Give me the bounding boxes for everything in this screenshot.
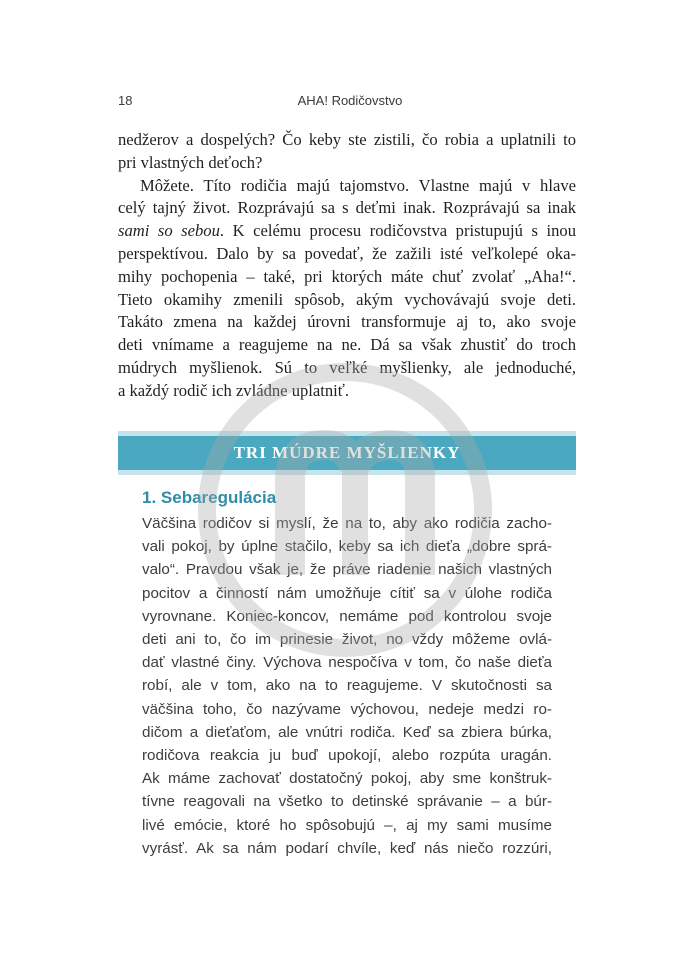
body-text-sans (142, 512, 552, 860)
text-line: perspektívou. Dalo by sa povedať, že zažili isté veľkolepé oka- (118, 243, 576, 263)
banner-title: TRI MÚDRE MYŠLIENKY (233, 443, 461, 462)
text-line: Väčšina rodičov si myslí, že na to, aby ako rodičia zacho- (142, 515, 552, 532)
text-line: Takáto zmena na každej úrovni transformuje aj to, ako svoje (118, 312, 576, 332)
text-line: mihy pochopenia – také, pri ktorých máte chuť zvolať „Aha!“. (118, 266, 576, 286)
text-line: a každý rodič ich zvládne uplatniť. (118, 380, 350, 400)
text-line: tívne reagovali na všetko to detinské správanie – a búr- (142, 793, 552, 811)
text-fragment: . K celému procesu rodičovstva pristupujú s inou (219, 221, 576, 241)
text-line: pri vlastných deťoch? (118, 152, 263, 172)
text-line: Tieto okamihy zmenili spôsob, akým vychovávajú svoje deti. (118, 289, 576, 309)
section-banner (118, 431, 576, 475)
text-line: deti vnímame a reagujeme na ne. Dá sa však zhustiť do troch (118, 335, 576, 355)
text-line: vyrovnane. Koniec-koncov, nemáme pod kontrolou svoje (142, 607, 552, 625)
text-line: celý tajný život. Rozprávajú sa s deťmi inak. Rozprávajú sa inak (118, 198, 576, 218)
text-line: rodičova reakcia ju buď upokojí, alebo rozpúta uragán. (142, 747, 552, 765)
running-head (0, 93, 700, 113)
text-line: vali pokoj, by úplne stačilo, keby sa ich dieťa „dobre sprá- (142, 538, 552, 556)
page-number: 18 (118, 93, 133, 108)
text-line: väčšina toho, čo nazývame výchovou, nedeje medzi ro- (142, 700, 552, 718)
text-line: vyrásť. Ak sa nám podarí chvíle, keď nás niečo rozzúri, (142, 839, 552, 857)
body-text-serif (118, 129, 576, 403)
text-line (118, 220, 576, 243)
italic-phrase: sami so sebou (118, 221, 220, 241)
text-line: dičom a dieťaťom, ale vnútri rodiča. Keď sa zbiera búrka, (142, 723, 552, 741)
text-line: Ak máme zachovať dostatočný pokoj, aby sme konštruk- (142, 770, 552, 788)
section-heading: 1. Sebaregulácia (142, 488, 277, 507)
text-line: múdrych myšlienok. Sú to veľké myšlienky, ale jednoduché, (118, 357, 576, 377)
main-paragraph (118, 175, 576, 403)
text-line: Môžete. Títo rodičia majú tajomstvo. Vlastne majú v hlave (140, 175, 576, 195)
book-title: AHA! Rodičovstvo (297, 93, 403, 108)
text-line: robí, ale v tom, ako na to reagujeme. V skutočnosti sa (142, 677, 552, 695)
text-line: deti ani to, čo im prinesie život, no vždy môžeme ovlá- (142, 631, 552, 649)
text-line: dať vlastné činy. Výchova nespočíva v tom, čo naše dieťa (142, 654, 552, 672)
text-line: nedžerov a dospelých? Čo keby ste zistili, čo robia a uplatnili to (118, 130, 576, 149)
intro-paragraph (118, 129, 576, 175)
text-line: pocitov a činností nám umožňuje cítiť sa v úlohe rodiča (142, 584, 552, 602)
text-line: valo“. Pravdou však je, že práve riadenie našich vlastných (142, 561, 552, 579)
text-line: livé emócie, ktoré ho spôsobujú –, aj my sami musíme (142, 816, 552, 834)
